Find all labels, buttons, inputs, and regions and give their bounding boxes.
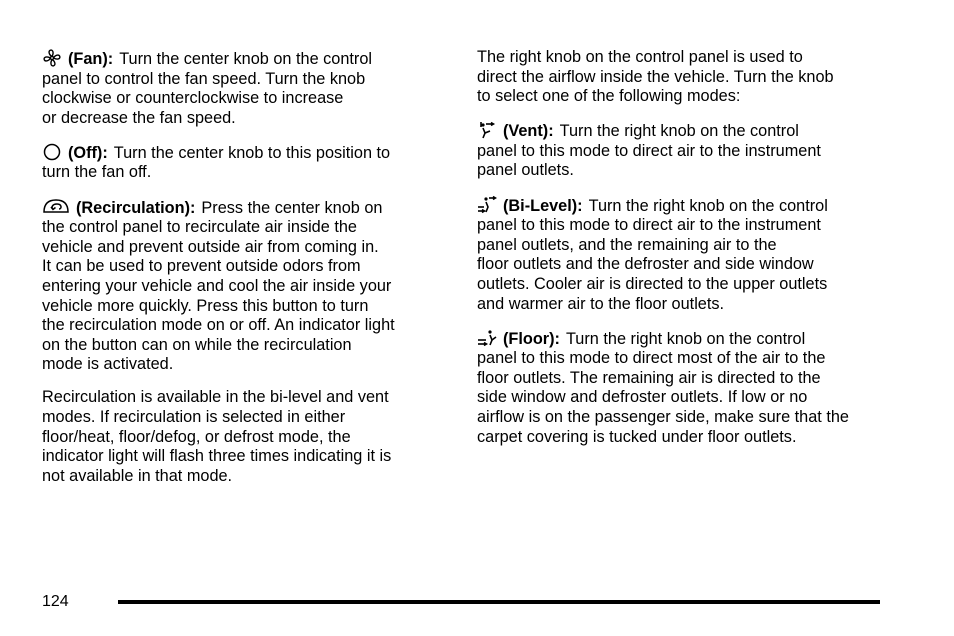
fan-label: (Fan):: [68, 50, 114, 68]
availability-paragraph: Recirculation is available in the bi-level and vent modes. If recirculation is selected in either floor/heat, floor/defog, or defrost mode, the indicator light will flash three times indicating it is not available in that mode.: [42, 388, 392, 485]
recirculation-icon: [42, 197, 70, 217]
off-paragraph: [42, 142, 442, 183]
left-column: [42, 48, 442, 500]
fan-paragraph: [42, 48, 442, 128]
bilevel-paragraph: [477, 195, 882, 315]
bilevel-text: Turn the right knob on the control panel to this mode to direct air to the instrument panel outlets, and the remaining air to the floor outlets and the defroster and side window outlets. Cooler air is directed to the upper outlets and warmer air to the floor outlets.: [477, 196, 828, 313]
floor-text: Turn the right knob on the control panel to this mode to direct most of the air to the floor outlets. The remaining air is directed to the side window and defroster outlets. If low or no airflow is on the passenger side, make sure that the carpet covering is tucked under floor outlets.: [477, 329, 849, 446]
fan-text: Turn the center knob on the control panel to control the fan speed. Turn the knob clockwise or counterclockwise to increase or decrease the fan speed.: [42, 50, 373, 127]
vent-text: Turn the right knob on the control panel to this mode to direct air to the instrument panel outlets.: [477, 122, 821, 180]
recirculation-paragraph: [42, 197, 442, 375]
recirculation-text: Press the center knob on the control panel to recirculate air inside the vehicle and prevent outside air from coming in. It can be used to prevent outside odors from entering your vehicle and cool the air inside your vehicle more quickly. Press this button to turn the recirculation mode on or off. An indicator light on the button can on while the recirculation mode is activated.: [42, 198, 395, 374]
bi-level-mode-icon: [477, 195, 497, 215]
off-label: (Off):: [68, 143, 108, 162]
intro-paragraph: The right knob on the control panel is used to direct the airflow inside the vehicle. Turn the knob to select one of the following modes:: [477, 48, 834, 106]
vent-paragraph: [477, 120, 882, 181]
vent-mode-icon: [477, 120, 497, 140]
right-column: [477, 48, 882, 461]
floor-paragraph: [477, 328, 882, 448]
fan-icon: [42, 48, 62, 68]
page-number: 124: [42, 593, 69, 610]
vent-label: (Vent):: [503, 122, 554, 141]
bilevel-label: (Bi-Level):: [503, 196, 583, 215]
off-circle-icon: [42, 142, 62, 162]
recirculation-label: (Recirculation):: [76, 198, 196, 217]
floor-mode-icon: [477, 328, 497, 348]
footer-rule: [118, 600, 880, 604]
off-text: Turn the center knob to this position to turn the fan off.: [42, 143, 391, 182]
floor-label: (Floor):: [503, 329, 560, 348]
